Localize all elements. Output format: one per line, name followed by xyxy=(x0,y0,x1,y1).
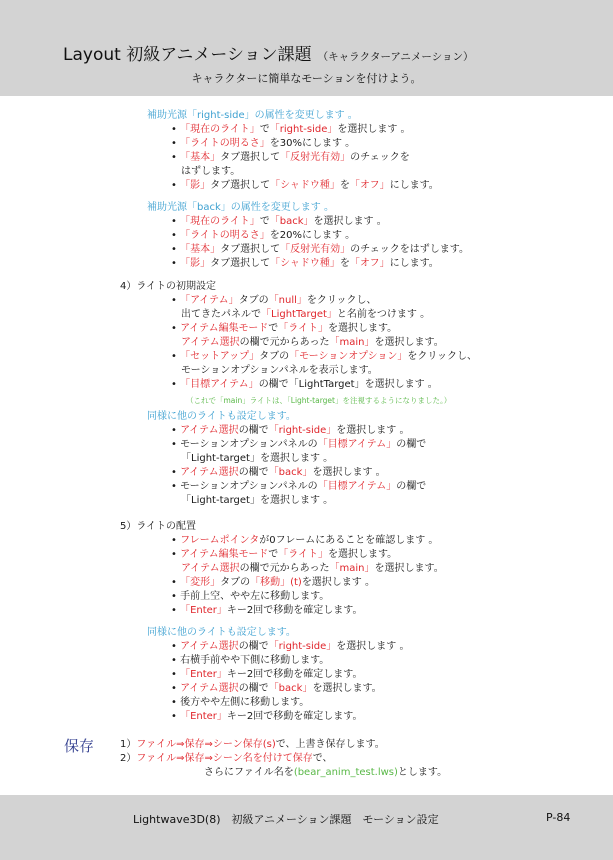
text-line xyxy=(181,364,378,377)
body-text: • xyxy=(171,152,181,163)
highlight-text: 「反射光有効」 xyxy=(280,244,351,255)
highlight-text: 「セットアップ」 xyxy=(180,351,260,362)
page-number: P-84 xyxy=(546,811,571,824)
body-text: さらにファイル名を xyxy=(204,767,294,778)
body-text: を選択します 。 xyxy=(336,641,410,652)
text-line xyxy=(181,336,444,349)
body-text: • xyxy=(171,124,181,135)
body-text: • xyxy=(171,295,181,306)
highlight-text: 「シャドウ種」 xyxy=(270,180,340,191)
highlight-text: 同様に他のライトも設定します。 xyxy=(147,627,296,638)
text-line xyxy=(171,534,438,547)
highlight-text: 同様に他のライトも設定します。 xyxy=(147,411,296,422)
page-title xyxy=(63,40,474,65)
body-text: キー2回で移動を確定します。 xyxy=(226,711,363,722)
text-line xyxy=(171,123,411,136)
highlight-text: 「モーションオプション」 xyxy=(289,351,408,362)
text-line xyxy=(171,640,409,653)
body-text: 2） xyxy=(120,753,137,764)
text-line xyxy=(171,480,426,493)
highlight-text: 補助光源「right-side」の属性を変更します 。 xyxy=(147,110,358,121)
body-text: • xyxy=(171,379,181,390)
body-text: にします。 xyxy=(389,180,439,191)
body-text: • xyxy=(171,711,181,722)
text-line xyxy=(181,452,333,465)
body-text: を選択します。 xyxy=(374,337,444,348)
text-line xyxy=(147,201,334,214)
body-text: • 後方やや左側に移動します。 xyxy=(171,697,310,708)
body-text: • モーションオプションパネルの xyxy=(171,481,318,492)
text-line xyxy=(171,682,382,695)
body-text: • xyxy=(171,549,181,560)
text-line xyxy=(171,548,397,561)
page-footer xyxy=(0,795,613,860)
body-text: • xyxy=(171,605,181,616)
body-text: タブの xyxy=(220,577,251,588)
body-text: を選択します。 xyxy=(327,323,398,334)
body-text: で xyxy=(259,124,270,135)
text-line xyxy=(147,109,358,122)
body-text: を選択します。 xyxy=(374,563,444,574)
body-text: キー2回で移動を確定します。 xyxy=(226,669,363,680)
body-text: • xyxy=(171,351,181,362)
body-text: • xyxy=(171,323,181,334)
highlight-text: 「目標アイテム」 xyxy=(317,439,397,450)
body-text: • xyxy=(171,467,181,478)
highlight-text: 「ライト」 xyxy=(278,323,328,334)
body-text: で、上書き保存します。 xyxy=(275,739,385,750)
text-line xyxy=(181,562,444,575)
highlight-text: ファイル⇒保存⇒シーン名を付けて保存 xyxy=(136,753,313,764)
text-line xyxy=(171,257,439,270)
footer-title: Lightwave3D(8) 初級アニメーション課題 モーション設定 xyxy=(133,813,439,826)
highlight-text: 「Enter」 xyxy=(180,669,227,680)
body-text: • xyxy=(171,216,181,227)
highlight-text: 「right-side」 xyxy=(269,124,338,135)
body-text: • xyxy=(171,425,181,436)
highlight-text: (bear_anim_test.lws) xyxy=(293,767,398,778)
text-line xyxy=(181,165,240,178)
text-line xyxy=(171,378,438,391)
highlight-text: 「main」 xyxy=(329,563,375,574)
highlight-text: 「Enter」 xyxy=(180,711,227,722)
body-text: をクリックし、 xyxy=(306,295,377,306)
body-text: タブの xyxy=(259,351,290,362)
highlight-text: 「Enter」 xyxy=(180,605,227,616)
body-text: を選択します 。 xyxy=(337,124,411,135)
text-line xyxy=(171,590,329,603)
highlight-text: 「main」 xyxy=(329,337,375,348)
highlight-text: 「反射光有効」 xyxy=(280,152,351,163)
highlight-text: 「back」 xyxy=(268,683,313,694)
title-main: Layout 初級アニメーション課題 xyxy=(63,45,312,65)
highlight-text: アイテム選択 xyxy=(180,641,239,652)
body-text: で、 xyxy=(312,753,333,764)
text-line xyxy=(171,294,377,307)
body-text: タブ選択して xyxy=(210,180,271,191)
body-text: 4）ライトの初期設定 xyxy=(120,281,217,292)
text-line xyxy=(171,696,309,709)
body-text: • xyxy=(171,138,181,149)
highlight-text: アイテム編集モード xyxy=(180,323,269,334)
body-text: が0フレームにあることを確認します 。 xyxy=(259,535,439,546)
text-line xyxy=(171,668,362,681)
text-line xyxy=(120,280,216,293)
highlight-text: 「アイテム」 xyxy=(180,295,239,306)
highlight-text: アイテム選択 xyxy=(180,425,239,436)
highlight-text: 「基本」 xyxy=(180,244,221,255)
body-text: で xyxy=(268,323,279,334)
highlight-text: 「影」 xyxy=(180,180,211,191)
page-header xyxy=(0,0,613,96)
body-text: を xyxy=(339,258,350,269)
highlight-text: 「right-side」 xyxy=(268,641,337,652)
highlight-text: 「null」 xyxy=(268,295,307,306)
highlight-text: 「影」 xyxy=(180,258,211,269)
body-text: タブ選択して xyxy=(220,244,281,255)
highlight-text: アイテム選択 xyxy=(180,683,239,694)
body-text: の欄で元からあった xyxy=(239,337,330,348)
body-text: を30%にします 。 xyxy=(269,138,356,149)
highlight-text: 「移動」(t) xyxy=(250,577,302,588)
body-text: とします。 xyxy=(397,767,448,778)
body-text: のチェックを xyxy=(350,152,410,163)
text-line xyxy=(171,424,409,437)
highlight-text: 「LightTarget」 xyxy=(261,309,337,320)
highlight-text: 「目標アイテム」 xyxy=(180,379,259,390)
body-text: • xyxy=(171,535,181,546)
body-text: を選択します 。 xyxy=(336,425,410,436)
highlight-text: 「シャドウ種」 xyxy=(270,258,340,269)
highlight-text: 「現在のライト」 xyxy=(180,216,260,227)
body-text: モーションオプションパネルを表示します。 xyxy=(181,365,378,376)
body-text: の欄で xyxy=(396,439,427,450)
body-text: 「Light-target」を選択します 。 xyxy=(181,453,334,464)
highlight-text: 「基本」 xyxy=(180,152,221,163)
text-line xyxy=(171,654,329,667)
body-text: と名前をつけます 。 xyxy=(336,309,431,320)
body-text: 出てきたパネルで xyxy=(181,309,261,320)
text-line xyxy=(171,137,355,150)
body-text: 1） xyxy=(120,739,137,750)
highlight-text: 「現在のライト」 xyxy=(180,124,260,135)
highlight-text: 「back」 xyxy=(269,216,314,227)
body-text: タブの xyxy=(238,295,269,306)
body-text: の欄で xyxy=(238,641,269,652)
highlight-text: 「オフ」 xyxy=(349,258,390,269)
body-text: を選択します 。 xyxy=(301,577,375,588)
body-text: • xyxy=(171,180,181,191)
body-text: • xyxy=(171,577,181,588)
body-text: • モーションオプションパネルの xyxy=(171,439,318,450)
highlight-text: 「オフ」 xyxy=(349,180,390,191)
text-line xyxy=(147,410,296,423)
body-text: で xyxy=(268,549,279,560)
highlight-text: 「ライト」 xyxy=(278,549,328,560)
highlight-text: 「ライトの明るさ」 xyxy=(180,138,270,149)
text-line xyxy=(171,229,355,242)
body-text: • xyxy=(171,641,181,652)
body-text: にします。 xyxy=(389,258,439,269)
highlight-text: アイテム選択 xyxy=(181,563,240,574)
body-text: を選択します。 xyxy=(327,549,398,560)
highlight-text: 「目標アイテム」 xyxy=(317,481,397,492)
highlight-text: 補助光源「back」の属性を変更します 。 xyxy=(147,202,334,213)
body-text: を選択します 。 xyxy=(313,216,387,227)
highlight-text: 「right-side」 xyxy=(268,425,337,436)
highlight-text: 「back」 xyxy=(268,467,313,478)
body-text: の欄で xyxy=(238,467,269,478)
body-text: • xyxy=(171,683,181,694)
highlight-text: アイテム選択 xyxy=(180,467,239,478)
body-text: の欄で元からあった xyxy=(239,563,330,574)
text-line xyxy=(171,438,426,451)
text-line xyxy=(171,179,439,192)
body-text: を20%にします 。 xyxy=(269,230,356,241)
highlight-text: ファイル⇒保存⇒シーン保存(s) xyxy=(136,739,276,750)
text-line xyxy=(181,494,333,507)
body-text: はずします。 xyxy=(181,166,241,177)
body-text: 「Light-target」を選択します 。 xyxy=(181,495,334,506)
body-text: を選択します。 xyxy=(312,683,382,694)
text-line xyxy=(171,243,469,256)
body-text: タブ選択して xyxy=(220,152,281,163)
highlight-text: （これで「main」ライトは、「Light-target」を注視するようになりました。） xyxy=(186,396,452,405)
body-text: をクリックし、 xyxy=(407,351,477,362)
body-text: の欄で xyxy=(396,481,427,492)
body-text: の欄で xyxy=(238,425,269,436)
text-line xyxy=(171,151,410,164)
text-line xyxy=(120,520,196,533)
text-line xyxy=(171,466,386,479)
body-text: • xyxy=(171,258,181,269)
text-line xyxy=(171,322,397,335)
body-text: で xyxy=(259,216,270,227)
body-text: キー2回で移動を確定します。 xyxy=(226,605,363,616)
body-text: • 手前上空、やや左に移動します。 xyxy=(171,591,330,602)
text-line xyxy=(171,350,477,363)
text-line xyxy=(171,576,375,589)
text-line xyxy=(204,766,447,779)
body-text: • 右横手前やや下側に移動します。 xyxy=(171,655,330,666)
text-line xyxy=(147,626,296,639)
highlight-text: アイテム選択 xyxy=(181,337,240,348)
body-text: 5）ライトの配置 xyxy=(120,521,197,532)
highlight-text: フレームポインタ xyxy=(180,535,260,546)
body-text: を xyxy=(339,180,350,191)
text-line xyxy=(181,308,430,321)
text-line xyxy=(186,394,451,407)
highlight-text: 「変形」 xyxy=(180,577,221,588)
title-subtitle-inline: （キャラクターアニメーション） xyxy=(317,51,474,63)
body-text: • xyxy=(171,244,181,255)
text-line xyxy=(171,215,387,228)
text-line xyxy=(171,710,362,723)
highlight-text: アイテム編集モード xyxy=(180,549,269,560)
body-text: のチェックをはずします。 xyxy=(350,244,469,255)
text-line xyxy=(120,738,385,751)
body-text: の欄で「LightTarget」を選択します 。 xyxy=(258,379,438,390)
body-text: タブ選択して xyxy=(210,258,271,269)
highlight-text: 「ライトの明るさ」 xyxy=(180,230,270,241)
text-line xyxy=(171,604,362,617)
save-section-label: 保存 xyxy=(64,737,95,755)
body-text: の欄で xyxy=(238,683,269,694)
text-line xyxy=(120,752,333,765)
body-text: • xyxy=(171,230,181,241)
body-text: • xyxy=(171,669,181,680)
body-text: を選択します 。 xyxy=(312,467,386,478)
page-subtitle: キャラクターに簡単なモーションを付けよう。 xyxy=(191,72,422,85)
